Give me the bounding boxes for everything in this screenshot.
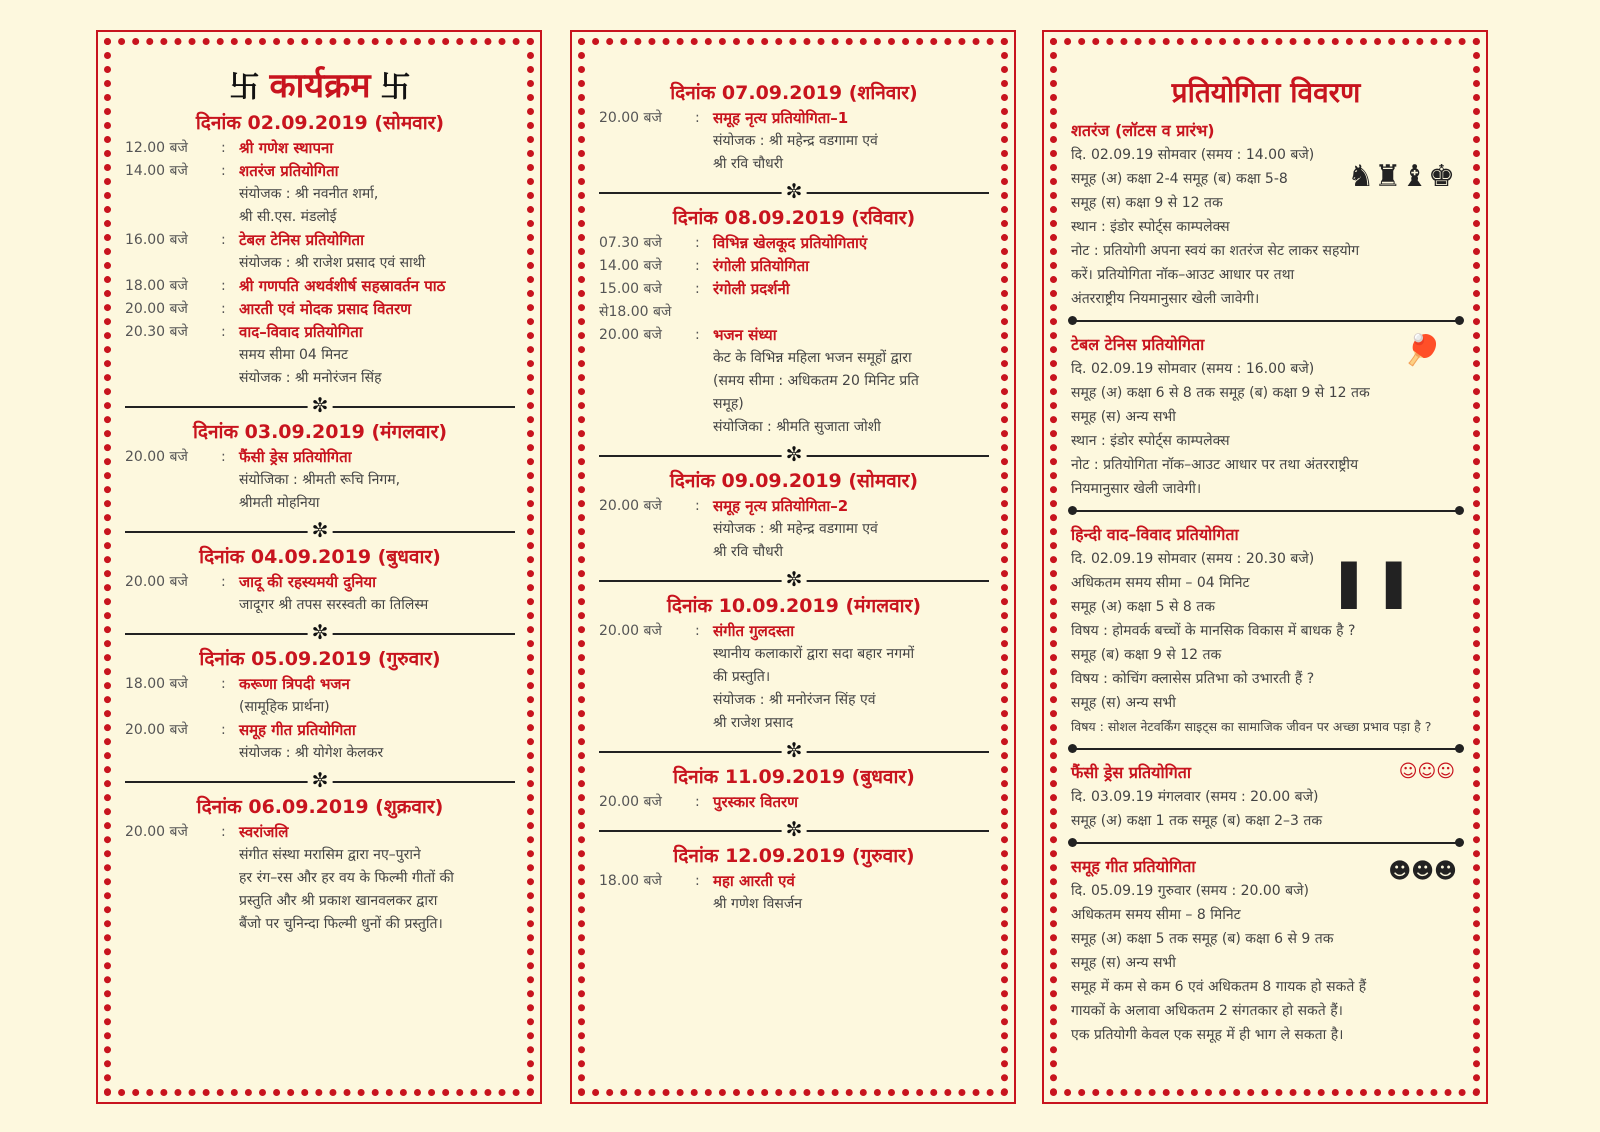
event-detail: श्री सी.एस. मंडलोई [239,209,337,225]
event-detail: बैंजो पर चुनिन्दा फिल्मी धुनों की प्रस्तुति। [239,916,443,932]
table-tennis-paddles-icon: 🏓 [1403,333,1441,368]
event-time: 20.00 बजे [125,722,188,738]
separator: : [695,794,700,810]
flourish-icon: ✼ [308,394,333,416]
event-detail: संयोजक : श्री मनोरंजन सिंह [239,370,382,386]
event-row [599,301,989,324]
flourish-icon: ✼ [782,443,807,465]
event-name: भजन संध्या [713,326,777,344]
flourish-icon: ✼ [782,568,807,590]
event-name: समूह नृत्य प्रतियोगिता–2 [713,497,849,515]
event-detail: संयोजक : श्री नवनीत शर्मा, [239,186,379,202]
date-heading: दिनांक 05.09.2019 (गुरुवार) [199,648,441,670]
debate-podiums-icon: ▌▌ [1341,563,1431,609]
separator: : [221,824,226,840]
divider-dot [1455,506,1464,515]
event-row [599,870,989,893]
competition-detail: करें। प्रतियोगिता नॉक–आउट आधार पर तथा [1071,267,1295,283]
ornament-divider [599,442,989,466]
ornament-divider [599,567,989,591]
ornament-divider [125,620,515,644]
competition-detail: विषय : कोचिंग क्लासेस प्रतिभा को उभारती हैं ? [1071,671,1315,687]
event-row [599,324,989,347]
event-name: स्वरांजलि [239,823,289,841]
date-heading: दिनांक 08.09.2019 (रविवार) [672,207,916,229]
competition-list [1071,119,1461,1047]
event-name: रंगोली प्रतियोगिता [713,257,810,275]
event-detail: (सामूहिक प्रार्थना) [239,699,330,715]
event-detail: जादूगर श्री तपस सरस्वती का तिलिस्म [239,597,429,613]
event-name: संगीत गुलदस्ता [713,622,795,640]
event-detail: संगीत संस्था मरासिम द्वारा नए–पुराने [239,847,421,863]
flourish-icon: ✼ [308,621,333,643]
divider-dot [1068,506,1077,515]
separator: : [695,498,700,514]
competition-detail: दि. 05.09.19 गुरुवार (समय : 20.00 बजे) [1071,883,1310,899]
divider-dot [1455,744,1464,753]
competition-detail: नियमानुसार खेली जावेगी। [1071,481,1202,497]
event-time: 20.00 बजे [125,301,188,317]
event-detail: समूह) [713,396,744,412]
ornament-divider [599,817,989,841]
competition-detail: नोट : प्रतियोगी अपना स्वयं का शतरंज सेट लाकर सहयोग [1071,243,1360,259]
competition-heading: हिन्दी वाद–विवाद प्रतियोगिता [1071,525,1239,544]
event-row [125,673,515,696]
event-name: टेबल टेनिस प्रतियोगिता [239,231,364,249]
ornament-divider [125,393,515,417]
event-row [125,321,515,344]
event-name: करूणा त्रिपदी भजन [239,675,350,693]
event-time: 12.00 बजे [125,140,188,156]
competition-detail: दि. 02.09.19 सोमवार (समय : 14.00 बजे) [1071,147,1315,163]
separator: : [695,873,700,889]
competition-heading: टेबल टेनिस प्रतियोगिता [1071,335,1205,354]
event-name: विभिन्न खेलकूद प्रतियोगिताएं [713,234,868,252]
separator: : [695,110,700,126]
competition-detail: समूह (स) कक्षा 9 से 12 तक [1071,195,1223,211]
competition-detail: स्थान : इंडोर स्पोर्ट्स काम्पलेक्स [1071,433,1230,449]
competition-detail: विषय : सोशल नेटवर्किंग साइट्स का सामाजिक जीवन पर अच्छा प्रभाव पड़ा है ? [1071,719,1432,734]
event-row [599,495,989,518]
divider-dot [1455,316,1464,325]
flourish-icon: ✼ [308,519,333,541]
event-detail: संयोजक : श्री महेन्द्र वडगामा एवं [713,133,878,149]
event-detail: संयोजक : श्री महेन्द्र वडगामा एवं [713,521,878,537]
event-time: 20.00 बजे [125,449,188,465]
date-heading: दिनांक 10.09.2019 (मंगलवार) [666,595,922,617]
separator: : [221,278,226,294]
event-detail: संयोजक : श्री योगेश केलकर [239,745,384,761]
competition-detail: दि. 03.09.19 मंगलवार (समय : 20.00 बजे) [1071,789,1319,805]
event-detail: प्रस्तुति और श्री प्रकाश खानवलकर द्वारा [239,893,438,909]
event-detail: संयोजिका : श्रीमति सुजाता जोशी [713,419,881,435]
event-time: 14.00 बजे [125,163,188,179]
event-row [125,298,515,321]
event-time: 18.00 बजे [125,676,188,692]
date-heading: दिनांक 12.09.2019 (गुरुवार) [673,845,915,867]
event-row [599,107,989,130]
separator: : [695,327,700,343]
competition-detail: अधिकतम समय सीमा – 04 मिनिट [1071,575,1250,591]
fancy-dress-kids-icon: ☺☺☺ [1398,761,1455,782]
competition-detail: समूह (अ) कक्षा 2-4 समूह (ब) कक्षा 5-8 [1071,171,1288,187]
day-block [599,469,989,564]
event-name: जादू की रहस्यमयी दुनिया [239,573,377,591]
event-row [599,620,989,643]
event-name: समूह गीत प्रतियोगिता [239,721,356,739]
divider-dot [1068,316,1077,325]
competition-detail: समूह (स) अन्य सभी [1071,409,1176,425]
section-divider [1071,505,1461,517]
competition-section [1071,761,1461,833]
divider-dot [1455,838,1464,847]
ornament-divider [125,518,515,542]
competition-heading: समूह गीत प्रतियोगिता [1071,857,1196,876]
competition-detail: एक प्रतियोगी केवल एक समूह में ही भाग ले सकता है। [1071,1027,1344,1043]
chess-pieces-icon: ♞♜♝♚ [1347,159,1455,194]
competition-detail: समूह (स) अन्य सभी [1071,695,1176,711]
programme-panel-2 [578,38,1008,1096]
event-name: वाद–विवाद प्रतियोगिता [239,323,363,341]
section-divider [1071,743,1461,755]
day-block [599,765,989,814]
competition-section [1071,523,1461,739]
separator: : [695,258,700,274]
event-time: 15.00 बजे [599,281,662,297]
ornament-divider [599,179,989,203]
event-name: रंगोली प्रदर्शनी [713,280,790,298]
event-name: श्री गणेश स्थापना [239,139,334,157]
event-detail: की प्रस्तुति। [713,669,771,685]
day-block [125,647,515,765]
event-time: से18.00 बजे [599,304,672,320]
separator: : [221,722,226,738]
event-name: फैंसी ड्रेस प्रतियोगिता [239,448,352,466]
event-time: 20.00 बजे [125,824,188,840]
event-name: महा आरती एवं [713,872,795,890]
event-row [125,137,515,160]
section-divider [1071,837,1461,849]
section-divider [1071,315,1461,327]
competition-detail: समूह (अ) कक्षा 1 तक समूह (ब) कक्षा 2–3 तक [1071,813,1323,829]
day-block [599,594,989,735]
event-row [125,821,515,844]
event-detail: केट के विभिन्न महिला भजन समूहों द्वारा [713,350,912,366]
event-row [125,160,515,183]
separator: : [221,574,226,590]
event-row [125,446,515,469]
competition-section [1071,333,1461,501]
event-time: 16.00 बजे [125,232,188,248]
event-detail: श्रीमती मोहनिया [239,495,320,511]
swastika-icon: 卐 [380,70,411,105]
competition-detail: समूह (ब) कक्षा 9 से 12 तक [1071,647,1222,663]
event-detail: (समय सीमा : अधिकतम 20 मिनिट प्रति [713,373,919,389]
competition-detail: स्थान : इंडोर स्पोर्ट्स काम्पलेक्स [1071,219,1230,235]
separator: : [221,301,226,317]
event-time: 20.00 बजे [125,574,188,590]
competition-detail: नोट : प्रतियोगिता नॉक–आउट आधार पर तथा अंतरराष्ट्रीय [1071,457,1359,473]
event-detail: श्री राजेश प्रसाद [713,715,794,731]
event-detail: संयोजिका : श्रीमती रूचि निगम, [239,472,401,488]
date-heading: दिनांक 09.09.2019 (सोमवार) [669,470,919,492]
event-row [599,791,989,814]
divider-dot [1068,744,1077,753]
event-time: 18.00 बजे [125,278,188,294]
event-time: 18.00 बजे [599,873,662,889]
day-block [125,795,515,936]
competition-section [1071,855,1461,1047]
event-detail: स्थानीय कलाकारों द्वारा सदा बहार नगमों [713,646,915,662]
event-time: 20.00 बजे [599,794,662,810]
event-time: 20.00 बजे [599,110,662,126]
divider-line [1071,842,1461,844]
day-block [125,111,515,390]
flourish-icon: ✼ [782,739,807,761]
date-heading: दिनांक 02.09.2019 (सोमवार) [195,112,445,134]
day-list [599,81,989,916]
competition-detail: अंतरराष्ट्रीय नियमानुसार खेली जावेगी। [1071,291,1260,307]
competition-detail: गायकों के अलावा अधिकतम 2 संगतकार हो सकते हैं। [1071,1003,1343,1019]
date-heading: दिनांक 11.09.2019 (बुधवार) [673,766,915,788]
programme-panel-1 [104,38,534,1096]
separator: : [221,140,226,156]
event-row [125,275,515,298]
competition-detail: दि. 02.09.19 सोमवार (समय : 20.30 बजे) [1071,551,1315,567]
competition-details-title: प्रतियोगिता विवरण [1171,76,1361,109]
day-block [125,420,515,515]
event-time: 20.30 बजे [125,324,188,340]
event-name: श्री गणपति अथर्वशीर्ष सहस्रावर्तन पाठ [239,277,446,295]
event-name: आरती एवं मोदक प्रसाद वितरण [239,300,412,318]
flourish-icon: ✼ [782,818,807,840]
event-detail: श्री रवि चौधरी [713,544,784,560]
day-block [125,545,515,617]
divider-line [1071,748,1461,750]
event-name: शतरंज प्रतियोगिता [239,162,339,180]
day-list [125,111,515,936]
competition-details-panel [1050,38,1480,1096]
separator: : [221,676,226,692]
separator: : [221,449,226,465]
group-singers-icon: ☻☻☻ [1388,859,1457,884]
separator: : [221,232,226,248]
separator: : [695,623,700,639]
date-heading: दिनांक 06.09.2019 (शुक्रवार) [196,796,444,818]
competition-detail: समूह (अ) कक्षा 5 तक समूह (ब) कक्षा 6 से 9 तक [1071,931,1334,947]
event-time: 07.30 बजे [599,235,662,251]
separator: : [221,324,226,340]
date-heading: दिनांक 07.09.2019 (शनिवार) [670,82,918,104]
competition-detail: समूह (अ) कक्षा 6 से 8 तक समूह (ब) कक्षा 9 से 12 तक [1071,385,1370,401]
competition-detail: समूह में कम से कम 6 एवं अधिकतम 8 गायक हो सकते हैं [1071,979,1367,995]
day-block [599,206,989,439]
competition-detail: समूह (अ) कक्षा 5 से 8 तक [1071,599,1216,615]
event-row [599,278,989,301]
competition-detail: अधिकतम समय सीमा – 8 मिनिट [1071,907,1241,923]
event-row [599,255,989,278]
separator: : [221,163,226,179]
date-heading: दिनांक 04.09.2019 (बुधवार) [199,546,441,568]
swastika-icon: 卐 [229,70,260,105]
event-detail: श्री रवि चौधरी [713,156,784,172]
event-row [125,571,515,594]
event-time: 20.00 बजे [599,498,662,514]
competition-detail: विषय : होमवर्क बच्चों के मानसिक विकास में बाधक है ? [1071,623,1356,639]
date-heading: दिनांक 03.09.2019 (मंगलवार) [192,421,448,443]
programme-title [125,65,515,109]
flourish-icon: ✼ [782,180,807,202]
event-time: 20.00 बजे [599,623,662,639]
event-detail: हर रंग–रस और हर वय के फिल्मी गीतों की [239,870,454,886]
event-detail: संयोजक : श्री मनोरंजन सिंह एवं [713,692,876,708]
flourish-icon: ✼ [308,769,333,791]
competition-detail: समूह (स) अन्य सभी [1071,955,1176,971]
competition-detail: दि. 02.09.19 सोमवार (समय : 16.00 बजे) [1071,361,1315,377]
event-row [125,719,515,742]
event-row [125,229,515,252]
event-time: 14.00 बजे [599,258,662,274]
ornament-divider [125,768,515,792]
programme-title-text: कार्यक्रम [269,66,371,106]
day-block [599,844,989,916]
event-detail: समय सीमा 04 मिनट [239,347,349,363]
divider-line [1071,510,1461,512]
competition-heading: फैंसी ड्रेस प्रतियोगिता [1071,763,1192,782]
competition-section [1071,119,1461,311]
day-block [599,81,989,176]
event-detail: संयोजक : श्री राजेश प्रसाद एवं साथी [239,255,426,271]
event-name: समूह नृत्य प्रतियोगिता–1 [713,109,849,127]
competition-heading: शतरंज (लॉटस व प्रारंभ) [1071,121,1215,140]
separator: : [695,281,700,297]
event-name: पुरस्कार वितरण [713,793,799,811]
ornament-divider [599,738,989,762]
divider-line [1071,320,1461,322]
separator: : [695,235,700,251]
event-row [599,232,989,255]
event-time: 20.00 बजे [599,327,662,343]
divider-dot [1068,838,1077,847]
event-detail: श्री गणेश विसर्जन [713,896,802,912]
